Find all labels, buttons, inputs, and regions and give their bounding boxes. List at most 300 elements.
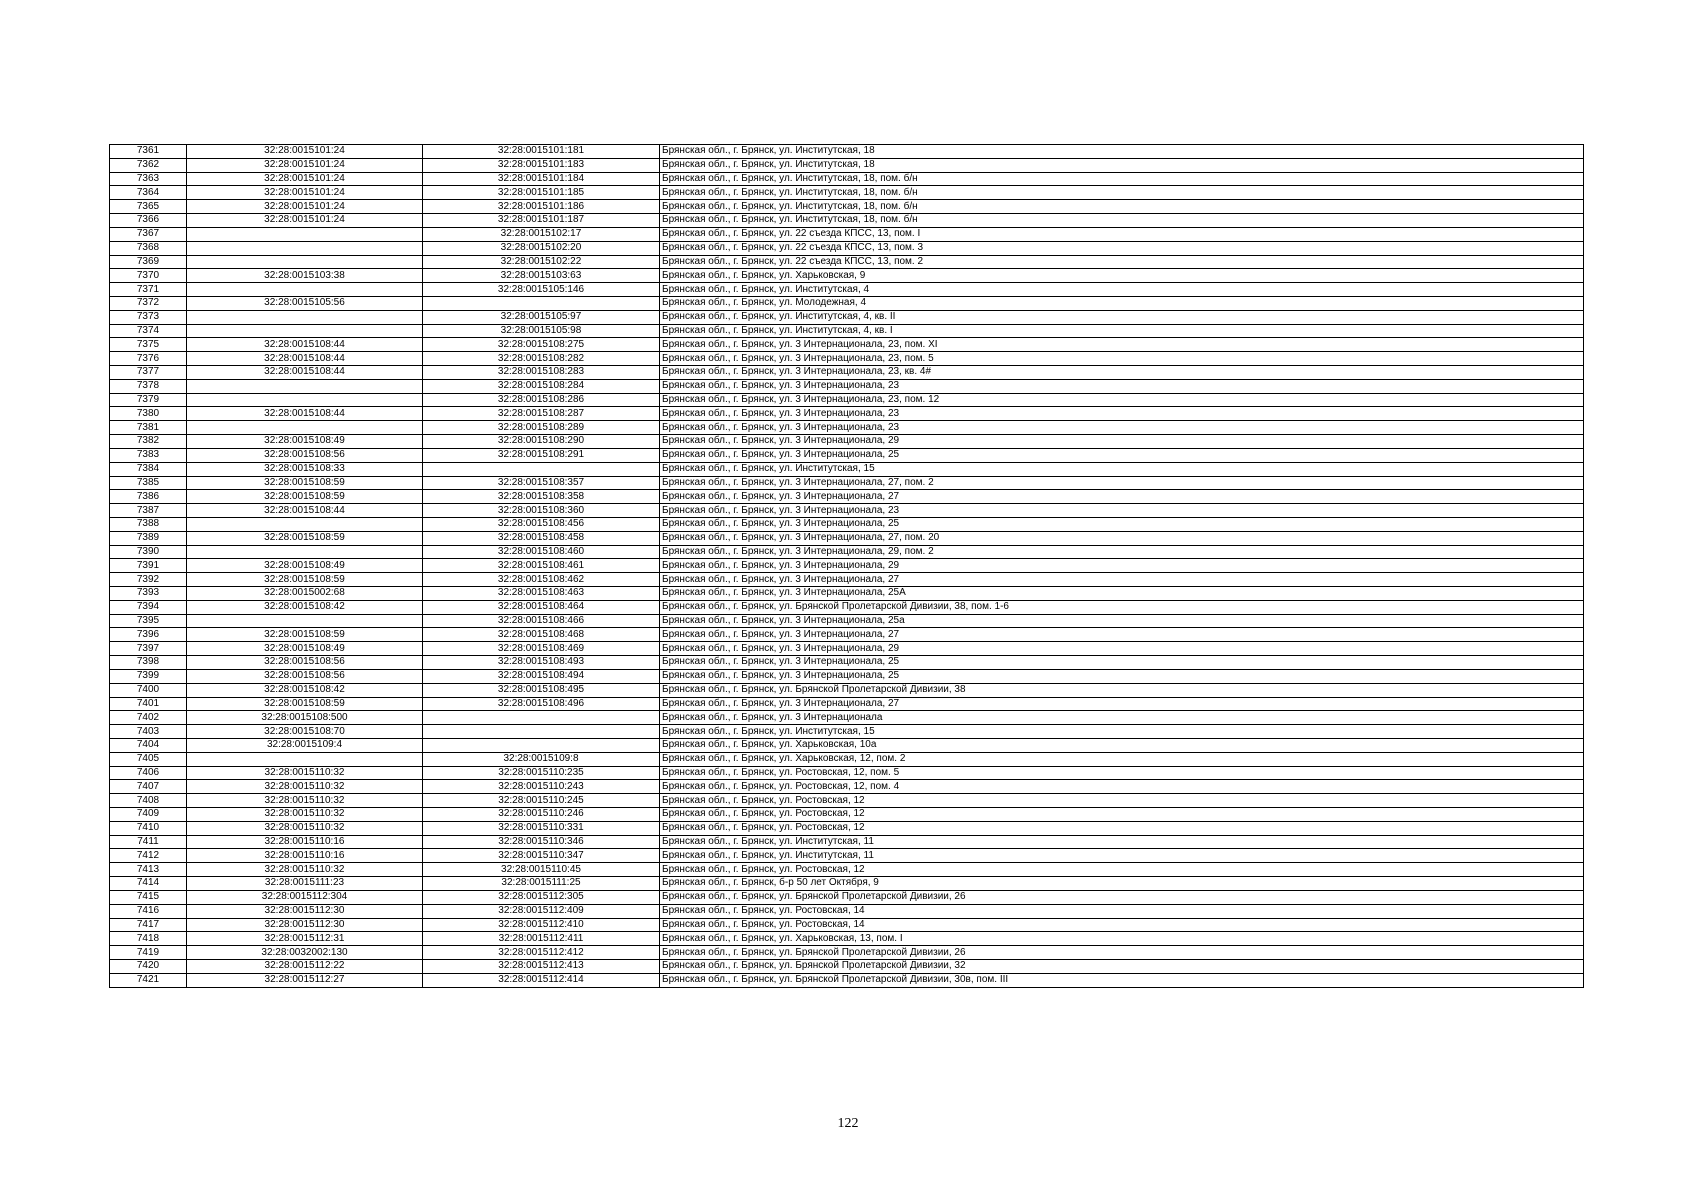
- row-number-cell: 7386: [110, 490, 187, 504]
- table-row: [110, 462, 1584, 476]
- land-cadastral-number-cell: 32:28:0015108:44: [187, 504, 423, 518]
- address-cell: Брянская обл., г. Брянск, ул. Институтская, 18, пом. б/н: [660, 200, 1584, 214]
- table-row: [110, 794, 1584, 808]
- land-cadastral-number-cell: 32:28:0015108:59: [187, 531, 423, 545]
- object-cadastral-number-cell: 32:28:0015112:410: [423, 918, 660, 932]
- row-number-cell: 7397: [110, 642, 187, 656]
- table-row: [110, 808, 1584, 822]
- table-row: [110, 476, 1584, 490]
- row-number-cell: 7387: [110, 504, 187, 518]
- table-row: [110, 255, 1584, 269]
- object-cadastral-number-cell: 32:28:0015108:464: [423, 600, 660, 614]
- object-cadastral-number-cell: 32:28:0015108:462: [423, 573, 660, 587]
- table-row: [110, 214, 1584, 228]
- address-cell: Брянская обл., г. Брянск, ул. Брянской Пролетарской Дивизии, 32: [660, 959, 1584, 973]
- address-cell: Брянская обл., г. Брянск, ул. 3 Интернационала, 29: [660, 435, 1584, 449]
- row-number-cell: 7385: [110, 476, 187, 490]
- row-number-cell: 7392: [110, 573, 187, 587]
- table-row: [110, 890, 1584, 904]
- address-cell: Брянская обл., г. Брянск, ул. Институтская, 18: [660, 145, 1584, 159]
- table-row: [110, 752, 1584, 766]
- object-cadastral-number-cell: 32:28:0015108:286: [423, 393, 660, 407]
- address-cell: Брянская обл., г. Брянск, ул. 3 Интернационала, 27: [660, 573, 1584, 587]
- table-row: [110, 145, 1584, 159]
- row-number-cell: 7402: [110, 711, 187, 725]
- address-cell: Брянская обл., г. Брянск, ул. Харьковская, 13, пом. I: [660, 932, 1584, 946]
- land-cadastral-number-cell: [187, 752, 423, 766]
- object-cadastral-number-cell: 32:28:0015112:411: [423, 932, 660, 946]
- object-cadastral-number-cell: 32:28:0015108:493: [423, 656, 660, 670]
- row-number-cell: 7372: [110, 296, 187, 310]
- object-cadastral-number-cell: 32:28:0015110:331: [423, 821, 660, 835]
- address-cell: Брянская обл., г. Брянск, ул. Институтская, 11: [660, 835, 1584, 849]
- table-row: [110, 435, 1584, 449]
- row-number-cell: 7376: [110, 352, 187, 366]
- row-number-cell: 7364: [110, 186, 187, 200]
- land-cadastral-number-cell: 32:28:0015108:49: [187, 642, 423, 656]
- address-cell: Брянская обл., г. Брянск, ул. 3 Интернационала, 23: [660, 504, 1584, 518]
- object-cadastral-number-cell: [423, 725, 660, 739]
- address-cell: Брянская обл., г. Брянск, ул. 3 Интернационала, 25А: [660, 587, 1584, 601]
- land-cadastral-number-cell: 32:28:0015101:24: [187, 186, 423, 200]
- land-cadastral-number-cell: 32:28:0015108:44: [187, 366, 423, 380]
- table-row: [110, 683, 1584, 697]
- row-number-cell: 7362: [110, 158, 187, 172]
- table-row: [110, 918, 1584, 932]
- property-registry-table: [109, 144, 1584, 988]
- table-row: [110, 932, 1584, 946]
- address-cell: Брянская обл., г. Брянск, ул. 3 Интернационала, 25а: [660, 614, 1584, 628]
- object-cadastral-number-cell: 32:28:0015101:187: [423, 214, 660, 228]
- object-cadastral-number-cell: 32:28:0015108:495: [423, 683, 660, 697]
- table-row: [110, 600, 1584, 614]
- row-number-cell: 7381: [110, 421, 187, 435]
- address-cell: Брянская обл., г. Брянск, ул. Институтская, 18, пом. б/н: [660, 186, 1584, 200]
- land-cadastral-number-cell: [187, 241, 423, 255]
- address-cell: Брянская обл., г. Брянск, ул. Ростовская, 12, пом. 5: [660, 766, 1584, 780]
- address-cell: Брянская обл., г. Брянск, ул. Институтская, 15: [660, 725, 1584, 739]
- address-cell: Брянская обл., г. Брянск, ул. Харьковская, 10а: [660, 738, 1584, 752]
- row-number-cell: 7389: [110, 531, 187, 545]
- object-cadastral-number-cell: 32:28:0015112:412: [423, 946, 660, 960]
- address-cell: Брянская обл., г. Брянск, ул. 3 Интернационала, 23: [660, 407, 1584, 421]
- table-row: [110, 545, 1584, 559]
- address-cell: Брянская обл., г. Брянск, б-р 50 лет Октября, 9: [660, 877, 1584, 891]
- land-cadastral-number-cell: 32:28:0015108:42: [187, 600, 423, 614]
- row-number-cell: 7365: [110, 200, 187, 214]
- row-number-cell: 7413: [110, 863, 187, 877]
- row-number-cell: 7375: [110, 338, 187, 352]
- address-cell: Брянская обл., г. Брянск, ул. 3 Интернационала, 27, пом. 2: [660, 476, 1584, 490]
- row-number-cell: 7367: [110, 227, 187, 241]
- row-number-cell: 7415: [110, 890, 187, 904]
- table-row: [110, 448, 1584, 462]
- object-cadastral-number-cell: 32:28:0015101:185: [423, 186, 660, 200]
- table-row: [110, 490, 1584, 504]
- object-cadastral-number-cell: 32:28:0015112:305: [423, 890, 660, 904]
- land-cadastral-number-cell: 32:28:0015112:27: [187, 973, 423, 987]
- row-number-cell: 7377: [110, 366, 187, 380]
- land-cadastral-number-cell: 32:28:0015101:24: [187, 145, 423, 159]
- object-cadastral-number-cell: 32:28:0015108:283: [423, 366, 660, 380]
- land-cadastral-number-cell: 32:28:0015112:30: [187, 918, 423, 932]
- row-number-cell: 7409: [110, 808, 187, 822]
- land-cadastral-number-cell: [187, 379, 423, 393]
- object-cadastral-number-cell: 32:28:0015105:98: [423, 324, 660, 338]
- land-cadastral-number-cell: 32:28:0015110:16: [187, 849, 423, 863]
- land-cadastral-number-cell: 32:28:0015108:500: [187, 711, 423, 725]
- table-row: [110, 393, 1584, 407]
- land-cadastral-number-cell: 32:28:0015108:49: [187, 559, 423, 573]
- land-cadastral-number-cell: 32:28:0015112:30: [187, 904, 423, 918]
- row-number-cell: 7379: [110, 393, 187, 407]
- row-number-cell: 7395: [110, 614, 187, 628]
- row-number-cell: 7412: [110, 849, 187, 863]
- table-row: [110, 296, 1584, 310]
- row-number-cell: 7418: [110, 932, 187, 946]
- object-cadastral-number-cell: 32:28:0015108:463: [423, 587, 660, 601]
- address-cell: Брянская обл., г. Брянск, ул. Ростовская, 12, пом. 4: [660, 780, 1584, 794]
- object-cadastral-number-cell: 32:28:0015108:468: [423, 628, 660, 642]
- address-cell: Брянская обл., г. Брянск, ул. Брянской Пролетарской Дивизии, 26: [660, 890, 1584, 904]
- land-cadastral-number-cell: 32:28:0015108:56: [187, 656, 423, 670]
- address-cell: Брянская обл., г. Брянск, ул. 3 Интернационала, 25: [660, 517, 1584, 531]
- land-cadastral-number-cell: 32:28:0015108:44: [187, 338, 423, 352]
- row-number-cell: 7363: [110, 172, 187, 186]
- land-cadastral-number-cell: [187, 517, 423, 531]
- land-cadastral-number-cell: 32:28:0015108:59: [187, 697, 423, 711]
- table-row: [110, 283, 1584, 297]
- land-cadastral-number-cell: 32:28:0015112:304: [187, 890, 423, 904]
- object-cadastral-number-cell: 32:28:0015105:146: [423, 283, 660, 297]
- land-cadastral-number-cell: 32:28:0015108:59: [187, 628, 423, 642]
- table-row: [110, 158, 1584, 172]
- address-cell: Брянская обл., г. Брянск, ул. Институтская, 4, кв. I: [660, 324, 1584, 338]
- row-number-cell: 7406: [110, 766, 187, 780]
- row-number-cell: 7414: [110, 877, 187, 891]
- object-cadastral-number-cell: 32:28:0015108:458: [423, 531, 660, 545]
- row-number-cell: 7366: [110, 214, 187, 228]
- address-cell: Брянская обл., г. Брянск, ул. Институтская, 18, пом. б/н: [660, 172, 1584, 186]
- land-cadastral-number-cell: 32:28:0015110:32: [187, 863, 423, 877]
- address-cell: Брянская обл., г. Брянск, ул. 3 Интернационала, 23, кв. 4#: [660, 366, 1584, 380]
- land-cadastral-number-cell: [187, 255, 423, 269]
- address-cell: Брянская обл., г. Брянск, ул. Ростовская, 14: [660, 918, 1584, 932]
- address-cell: Брянская обл., г. Брянск, ул. Институтская, 15: [660, 462, 1584, 476]
- address-cell: Брянская обл., г. Брянск, ул. Ростовская, 12: [660, 808, 1584, 822]
- land-cadastral-number-cell: 32:28:0015108:59: [187, 476, 423, 490]
- table-row: [110, 904, 1584, 918]
- address-cell: Брянская обл., г. Брянск, ул. Харьковская, 9: [660, 269, 1584, 283]
- object-cadastral-number-cell: 32:28:0015110:246: [423, 808, 660, 822]
- land-cadastral-number-cell: 32:28:0015108:56: [187, 669, 423, 683]
- object-cadastral-number-cell: 32:28:0015108:494: [423, 669, 660, 683]
- land-cadastral-number-cell: 32:28:0015110:16: [187, 835, 423, 849]
- land-cadastral-number-cell: 32:28:0015110:32: [187, 808, 423, 822]
- row-number-cell: 7391: [110, 559, 187, 573]
- table-row: [110, 324, 1584, 338]
- land-cadastral-number-cell: 32:28:0015110:32: [187, 821, 423, 835]
- land-cadastral-number-cell: [187, 310, 423, 324]
- row-number-cell: 7407: [110, 780, 187, 794]
- table-row: [110, 421, 1584, 435]
- address-cell: Брянская обл., г. Брянск, ул. 22 съезда КПСС, 13, пом. 3: [660, 241, 1584, 255]
- row-number-cell: 7419: [110, 946, 187, 960]
- object-cadastral-number-cell: 32:28:0015108:496: [423, 697, 660, 711]
- object-cadastral-number-cell: [423, 738, 660, 752]
- land-cadastral-number-cell: 32:28:0015108:70: [187, 725, 423, 739]
- table-row: [110, 504, 1584, 518]
- address-cell: Брянская обл., г. Брянск, ул. Институтская, 18: [660, 158, 1584, 172]
- row-number-cell: 7400: [110, 683, 187, 697]
- object-cadastral-number-cell: 32:28:0015108:357: [423, 476, 660, 490]
- object-cadastral-number-cell: 32:28:0015101:184: [423, 172, 660, 186]
- object-cadastral-number-cell: 32:28:0015108:290: [423, 435, 660, 449]
- land-cadastral-number-cell: 32:28:0015101:24: [187, 172, 423, 186]
- address-cell: Брянская обл., г. Брянск, ул. 3 Интернационала, 23: [660, 421, 1584, 435]
- row-number-cell: 7380: [110, 407, 187, 421]
- address-cell: Брянская обл., г. Брянск, ул. Брянской Пролетарской Дивизии, 38, пом. 1-6: [660, 600, 1584, 614]
- table-row: [110, 587, 1584, 601]
- object-cadastral-number-cell: 32:28:0015110:235: [423, 766, 660, 780]
- row-number-cell: 7408: [110, 794, 187, 808]
- object-cadastral-number-cell: [423, 462, 660, 476]
- table-row: [110, 877, 1584, 891]
- address-cell: Брянская обл., г. Брянск, ул. Ростовская, 12: [660, 821, 1584, 835]
- object-cadastral-number-cell: 32:28:0015105:97: [423, 310, 660, 324]
- address-cell: Брянская обл., г. Брянск, ул. 3 Интернационала, 23, пом. XI: [660, 338, 1584, 352]
- land-cadastral-number-cell: 32:28:0015108:44: [187, 352, 423, 366]
- table-row: [110, 946, 1584, 960]
- object-cadastral-number-cell: 32:28:0015108:466: [423, 614, 660, 628]
- address-cell: Брянская обл., г. Брянск, ул. Молодежная, 4: [660, 296, 1584, 310]
- address-cell: Брянская обл., г. Брянск, ул. 3 Интернационала, 25: [660, 656, 1584, 670]
- address-cell: Брянская обл., г. Брянск, ул. Институтская, 4, кв. II: [660, 310, 1584, 324]
- land-cadastral-number-cell: 32:28:0015101:24: [187, 200, 423, 214]
- address-cell: Брянская обл., г. Брянск, ул. 3 Интернационала, 27: [660, 490, 1584, 504]
- row-number-cell: 7394: [110, 600, 187, 614]
- row-number-cell: 7399: [110, 669, 187, 683]
- address-cell: Брянская обл., г. Брянск, ул. Ростовская, 14: [660, 904, 1584, 918]
- table-row: [110, 172, 1584, 186]
- table-row: [110, 269, 1584, 283]
- table-row: [110, 227, 1584, 241]
- row-number-cell: 7373: [110, 310, 187, 324]
- table-row: [110, 338, 1584, 352]
- table-row: [110, 849, 1584, 863]
- row-number-cell: 7411: [110, 835, 187, 849]
- address-cell: Брянская обл., г. Брянск, ул. Брянской Пролетарской Дивизии, 38: [660, 683, 1584, 697]
- land-cadastral-number-cell: 32:28:0015103:38: [187, 269, 423, 283]
- table-row: [110, 517, 1584, 531]
- object-cadastral-number-cell: [423, 711, 660, 725]
- land-cadastral-number-cell: 32:28:0015101:24: [187, 214, 423, 228]
- row-number-cell: 7369: [110, 255, 187, 269]
- object-cadastral-number-cell: 32:28:0015110:45: [423, 863, 660, 877]
- table-row: [110, 711, 1584, 725]
- object-cadastral-number-cell: 32:28:0015108:282: [423, 352, 660, 366]
- object-cadastral-number-cell: 32:28:0015108:456: [423, 517, 660, 531]
- table-row: [110, 725, 1584, 739]
- land-cadastral-number-cell: [187, 393, 423, 407]
- land-cadastral-number-cell: 32:28:0015108:59: [187, 573, 423, 587]
- land-cadastral-number-cell: [187, 421, 423, 435]
- object-cadastral-number-cell: 32:28:0015108:460: [423, 545, 660, 559]
- object-cadastral-number-cell: 32:28:0015108:291: [423, 448, 660, 462]
- row-number-cell: 7416: [110, 904, 187, 918]
- row-number-cell: 7401: [110, 697, 187, 711]
- object-cadastral-number-cell: 32:28:0015108:284: [423, 379, 660, 393]
- land-cadastral-number-cell: [187, 227, 423, 241]
- land-cadastral-number-cell: 32:28:0015108:59: [187, 490, 423, 504]
- row-number-cell: 7417: [110, 918, 187, 932]
- land-cadastral-number-cell: 32:28:0015101:24: [187, 158, 423, 172]
- row-number-cell: 7388: [110, 517, 187, 531]
- row-number-cell: 7396: [110, 628, 187, 642]
- address-cell: Брянская обл., г. Брянск, ул. 3 Интернационала, 27: [660, 628, 1584, 642]
- table-row: [110, 642, 1584, 656]
- table-row: [110, 959, 1584, 973]
- row-number-cell: 7378: [110, 379, 187, 393]
- table-row: [110, 863, 1584, 877]
- land-cadastral-number-cell: [187, 324, 423, 338]
- row-number-cell: 7384: [110, 462, 187, 476]
- row-number-cell: 7398: [110, 656, 187, 670]
- land-cadastral-number-cell: 32:28:0015110:32: [187, 766, 423, 780]
- row-number-cell: 7361: [110, 145, 187, 159]
- land-cadastral-number-cell: 32:28:0015112:31: [187, 932, 423, 946]
- address-cell: Брянская обл., г. Брянск, ул. 22 съезда КПСС, 13, пом. I: [660, 227, 1584, 241]
- object-cadastral-number-cell: 32:28:0015112:409: [423, 904, 660, 918]
- table-row: [110, 366, 1584, 380]
- land-cadastral-number-cell: 32:28:0015110:32: [187, 780, 423, 794]
- address-cell: Брянская обл., г. Брянск, ул. 3 Интернационала, 29, пом. 2: [660, 545, 1584, 559]
- row-number-cell: 7403: [110, 725, 187, 739]
- object-cadastral-number-cell: 32:28:0015110:347: [423, 849, 660, 863]
- table-row: [110, 531, 1584, 545]
- address-cell: Брянская обл., г. Брянск, ул. Брянской Пролетарской Дивизии, 30в, пом. III: [660, 973, 1584, 987]
- address-cell: Брянская обл., г. Брянск, ул. 3 Интернационала, 23, пом. 5: [660, 352, 1584, 366]
- address-cell: Брянская обл., г. Брянск, ул. Ростовская, 12: [660, 863, 1584, 877]
- land-cadastral-number-cell: 32:28:0015108:42: [187, 683, 423, 697]
- address-cell: Брянская обл., г. Брянск, ул. 3 Интернационала: [660, 711, 1584, 725]
- row-number-cell: 7374: [110, 324, 187, 338]
- land-cadastral-number-cell: [187, 283, 423, 297]
- object-cadastral-number-cell: 32:28:0015110:346: [423, 835, 660, 849]
- row-number-cell: 7383: [110, 448, 187, 462]
- land-cadastral-number-cell: 32:28:0015002:68: [187, 587, 423, 601]
- row-number-cell: 7371: [110, 283, 187, 297]
- land-cadastral-number-cell: [187, 545, 423, 559]
- land-cadastral-number-cell: 32:28:0015111:23: [187, 877, 423, 891]
- table-row: [110, 379, 1584, 393]
- row-number-cell: 7410: [110, 821, 187, 835]
- object-cadastral-number-cell: 32:28:0015102:20: [423, 241, 660, 255]
- object-cadastral-number-cell: 32:28:0015109:8: [423, 752, 660, 766]
- row-number-cell: 7420: [110, 959, 187, 973]
- object-cadastral-number-cell: 32:28:0015108:469: [423, 642, 660, 656]
- object-cadastral-number-cell: 32:28:0015110:245: [423, 794, 660, 808]
- object-cadastral-number-cell: 32:28:0015101:181: [423, 145, 660, 159]
- land-cadastral-number-cell: 32:28:0015109:4: [187, 738, 423, 752]
- table-row: [110, 628, 1584, 642]
- object-cadastral-number-cell: 32:28:0015108:461: [423, 559, 660, 573]
- address-cell: Брянская обл., г. Брянск, ул. 3 Интернационала, 27, пом. 20: [660, 531, 1584, 545]
- address-cell: Брянская обл., г. Брянск, ул. Институтская, 18, пом. б/н: [660, 214, 1584, 228]
- row-number-cell: 7393: [110, 587, 187, 601]
- address-cell: Брянская обл., г. Брянск, ул. 3 Интернационала, 23: [660, 379, 1584, 393]
- land-cadastral-number-cell: 32:28:0015110:32: [187, 794, 423, 808]
- table-row: [110, 407, 1584, 421]
- object-cadastral-number-cell: 32:28:0015108:360: [423, 504, 660, 518]
- address-cell: Брянская обл., г. Брянск, ул. 3 Интернационала, 29: [660, 559, 1584, 573]
- object-cadastral-number-cell: 32:28:0015108:358: [423, 490, 660, 504]
- land-cadastral-number-cell: 32:28:0015112:22: [187, 959, 423, 973]
- address-cell: Брянская обл., г. Брянск, ул. Институтская, 11: [660, 849, 1584, 863]
- table-row: [110, 352, 1584, 366]
- row-number-cell: 7390: [110, 545, 187, 559]
- land-cadastral-number-cell: 32:28:0015108:56: [187, 448, 423, 462]
- land-cadastral-number-cell: [187, 614, 423, 628]
- land-cadastral-number-cell: 32:28:0015105:56: [187, 296, 423, 310]
- page-number: 122: [837, 1116, 859, 1131]
- table-row: [110, 310, 1584, 324]
- table-row: [110, 573, 1584, 587]
- table-row: [110, 738, 1584, 752]
- row-number-cell: 7368: [110, 241, 187, 255]
- object-cadastral-number-cell: [423, 296, 660, 310]
- table-row: [110, 766, 1584, 780]
- table-row: [110, 697, 1584, 711]
- object-cadastral-number-cell: 32:28:0015110:243: [423, 780, 660, 794]
- address-cell: Брянская обл., г. Брянск, ул. Ростовская, 12: [660, 794, 1584, 808]
- address-cell: Брянская обл., г. Брянск, ул. 3 Интернационала, 27: [660, 697, 1584, 711]
- table-row: [110, 186, 1584, 200]
- table-row: [110, 200, 1584, 214]
- object-cadastral-number-cell: 32:28:0015108:289: [423, 421, 660, 435]
- address-cell: Брянская обл., г. Брянск, ул. 3 Интернационала, 29: [660, 642, 1584, 656]
- table-row: [110, 669, 1584, 683]
- table-row: [110, 241, 1584, 255]
- object-cadastral-number-cell: 32:28:0015101:183: [423, 158, 660, 172]
- address-cell: Брянская обл., г. Брянск, ул. Харьковская, 12, пом. 2: [660, 752, 1584, 766]
- table-row: [110, 559, 1584, 573]
- land-cadastral-number-cell: 32:28:0032002:130: [187, 946, 423, 960]
- object-cadastral-number-cell: 32:28:0015102:17: [423, 227, 660, 241]
- land-cadastral-number-cell: 32:28:0015108:44: [187, 407, 423, 421]
- land-cadastral-number-cell: 32:28:0015108:49: [187, 435, 423, 449]
- object-cadastral-number-cell: 32:28:0015108:287: [423, 407, 660, 421]
- table-row: [110, 835, 1584, 849]
- address-cell: Брянская обл., г. Брянск, ул. Брянской Пролетарской Дивизии, 26: [660, 946, 1584, 960]
- address-cell: Брянская обл., г. Брянск, ул. 3 Интернационала, 25: [660, 669, 1584, 683]
- object-cadastral-number-cell: 32:28:0015108:275: [423, 338, 660, 352]
- row-number-cell: 7405: [110, 752, 187, 766]
- address-cell: Брянская обл., г. Брянск, ул. Институтская, 4: [660, 283, 1584, 297]
- address-cell: Брянская обл., г. Брянск, ул. 3 Интернационала, 23, пом. 12: [660, 393, 1584, 407]
- row-number-cell: 7421: [110, 973, 187, 987]
- object-cadastral-number-cell: 32:28:0015101:186: [423, 200, 660, 214]
- object-cadastral-number-cell: 32:28:0015102:22: [423, 255, 660, 269]
- table-row: [110, 780, 1584, 794]
- row-number-cell: 7382: [110, 435, 187, 449]
- row-number-cell: 7404: [110, 738, 187, 752]
- object-cadastral-number-cell: 32:28:0015112:414: [423, 973, 660, 987]
- table-row: [110, 821, 1584, 835]
- address-cell: Брянская обл., г. Брянск, ул. 3 Интернационала, 25: [660, 448, 1584, 462]
- table-row: [110, 614, 1584, 628]
- row-number-cell: 7370: [110, 269, 187, 283]
